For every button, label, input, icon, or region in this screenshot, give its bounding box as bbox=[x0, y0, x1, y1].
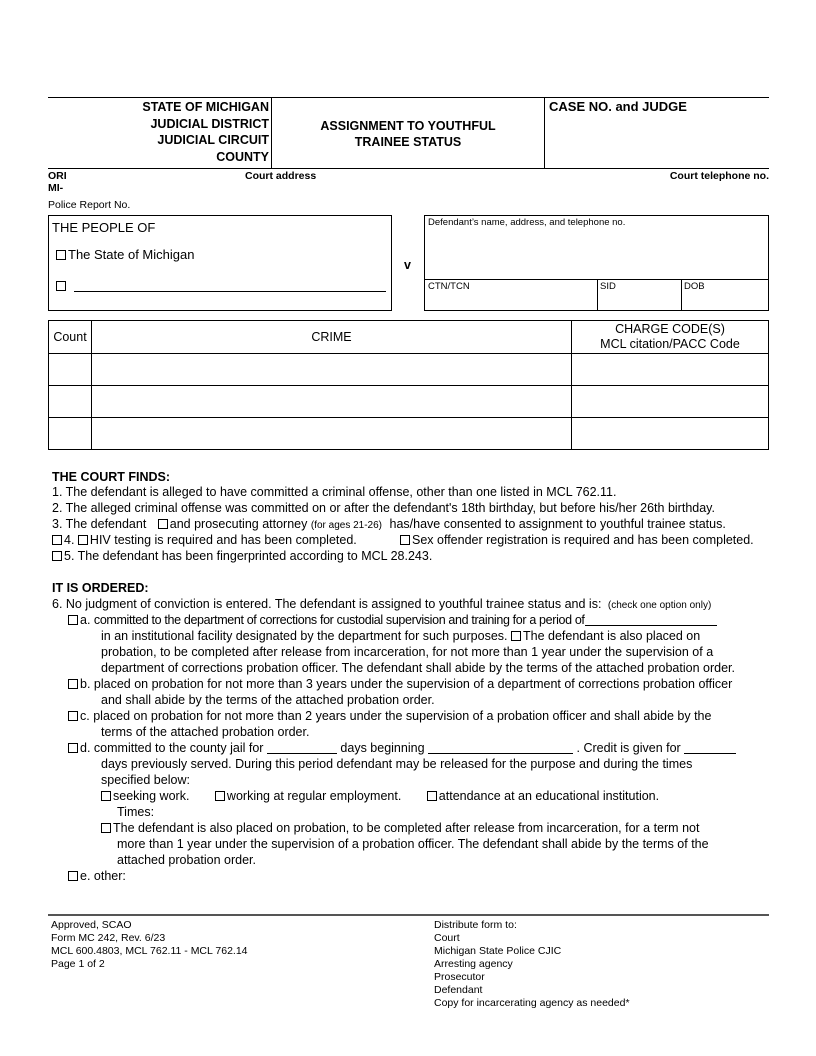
order-6-note: (check one option only) bbox=[607, 600, 712, 611]
option-d-probation-text-1: The defendant is also placed on probation, to be completed after release from incarceration, for a term not bbox=[113, 821, 700, 835]
sex-offender-label: Sex offender registration is required and has been completed. bbox=[412, 533, 754, 547]
educational-institution-checkbox[interactable] bbox=[427, 791, 437, 801]
option-d-probation-checkbox[interactable] bbox=[101, 823, 111, 833]
option-d-checkbox[interactable] bbox=[68, 743, 78, 753]
approved-scao: Approved, SCAO bbox=[51, 919, 132, 931]
option-a-probation-checkbox[interactable] bbox=[511, 631, 521, 641]
ctn-sid-divider bbox=[597, 279, 598, 310]
page-number: Page 1 of 2 bbox=[51, 958, 105, 970]
option-e-checkbox[interactable] bbox=[68, 871, 78, 881]
release-times-label: Times: bbox=[117, 805, 155, 819]
option-a-line-3: probation, to be completed after release from incarceration, for not more than 1 year under the supervision of a bbox=[101, 645, 714, 659]
option-b-line-1 bbox=[68, 676, 732, 692]
option-d-label: d. bbox=[80, 741, 91, 755]
police-report-label: Police Report No. bbox=[48, 199, 131, 211]
other-people-option[interactable] bbox=[56, 278, 386, 293]
option-e-line-1 bbox=[68, 868, 126, 884]
table-row[interactable] bbox=[49, 354, 768, 385]
charge-code-header-line-2: MCL citation/PACC Code bbox=[600, 337, 740, 351]
option-d-text-1b: days beginning bbox=[340, 741, 425, 755]
other-people-checkbox[interactable] bbox=[56, 281, 66, 291]
option-c-line-1 bbox=[68, 708, 711, 724]
sex-offender-checkbox[interactable] bbox=[400, 535, 410, 545]
distribute-heading: Distribute form to: bbox=[434, 919, 517, 931]
form-number: Form MC 242, Rev. 6/23 bbox=[51, 932, 166, 944]
court-jurisdiction-block bbox=[60, 99, 269, 165]
option-e-label: e. bbox=[80, 869, 91, 883]
defendant-info-label: Defendant’s name, address, and telephone no. bbox=[428, 217, 626, 228]
option-a-checkbox[interactable] bbox=[68, 615, 78, 625]
hiv-testing-checkbox[interactable] bbox=[78, 535, 88, 545]
ctn-label: CTN/TCN bbox=[428, 281, 470, 292]
option-d-line-3: specified below: bbox=[101, 773, 190, 787]
defendant-info-field[interactable] bbox=[428, 230, 764, 276]
distribute-arresting-agency: Arresting agency bbox=[434, 958, 513, 970]
charge-code-header bbox=[572, 322, 768, 352]
option-c-text-1: placed on probation for not more than 2 years under the supervision of a probation officer and shall abide by the bbox=[93, 709, 712, 723]
option-d-probation-line-3: attached probation order. bbox=[117, 853, 256, 867]
mi-label: MI- bbox=[48, 182, 64, 194]
option-d-probation-line-1 bbox=[101, 820, 699, 836]
distribute-defendant: Defendant bbox=[434, 984, 483, 996]
option-e-text: other: bbox=[93, 869, 126, 883]
finding-2: 2. The alleged criminal offense was committed on or after the defendant's 18th birthday, but before his/her 26th birthday. bbox=[52, 501, 715, 515]
finding-5-text: 5. The defendant has been fingerprinted according to MCL 28.243. bbox=[64, 549, 433, 563]
state-of-michigan-checkbox[interactable] bbox=[56, 250, 66, 260]
option-b-checkbox[interactable] bbox=[68, 679, 78, 689]
option-b-label: b. bbox=[80, 677, 91, 691]
option-c-line-2: terms of the attached probation order. bbox=[101, 725, 310, 739]
jail-begin-date-field[interactable] bbox=[428, 753, 573, 754]
footer-form-info bbox=[51, 919, 248, 971]
educational-institution-label: attendance at an educational institution. bbox=[438, 789, 660, 803]
distribute-msp: Michigan State Police CJIC bbox=[434, 945, 562, 957]
finding-3-text-c: has/have consented to assignment to youthful trainee status. bbox=[389, 517, 726, 531]
footer-rule bbox=[48, 914, 769, 916]
mcl-citation: MCL 600.4803, MCL 762.11 - MCL 762.14 bbox=[51, 945, 248, 957]
table-row[interactable] bbox=[49, 386, 768, 417]
finding-5 bbox=[52, 548, 432, 564]
state-of-michigan: STATE OF MICHIGAN bbox=[142, 100, 269, 114]
option-a-line-2 bbox=[101, 628, 700, 644]
finding-4-number: 4. bbox=[64, 533, 75, 547]
finding-4 bbox=[52, 532, 357, 548]
distribute-court: Court bbox=[434, 932, 460, 944]
finding-3-text-b: and prosecuting attorney bbox=[169, 517, 308, 531]
county: COUNTY bbox=[216, 149, 269, 164]
distribute-prosecutor: Prosecutor bbox=[434, 971, 485, 983]
form-title-line-2: TRAINEE STATUS bbox=[354, 135, 462, 149]
sid-dob-divider bbox=[681, 279, 682, 310]
finding-1: 1. The defendant is alleged to have committed a criminal offense, other than one listed in MCL 762.11. bbox=[52, 485, 617, 499]
finding-3-text-a: 3. The defendant bbox=[52, 517, 147, 531]
prosecutor-consent-checkbox[interactable] bbox=[158, 519, 168, 529]
case-no-label: CASE NO. and JUDGE bbox=[549, 99, 687, 114]
case-no-field[interactable] bbox=[548, 116, 766, 166]
ordered-heading: IT IS ORDERED: bbox=[52, 581, 149, 595]
court-telephone-label: Court telephone no. bbox=[669, 170, 769, 182]
state-of-michigan-option-label: The State of Michigan bbox=[68, 247, 195, 262]
sid-label: SID bbox=[600, 281, 616, 292]
count-header: Count bbox=[53, 330, 87, 344]
court-finds-heading: THE COURT FINDS: bbox=[52, 470, 171, 484]
dob-label: DOB bbox=[684, 281, 705, 292]
custodial-period-field[interactable] bbox=[585, 625, 717, 626]
seeking-work-label: seeking work. bbox=[113, 789, 190, 803]
option-a-probation-label: The defendant is also placed on bbox=[522, 629, 701, 643]
finding-3-age-note: (for ages 21-26) bbox=[310, 520, 383, 531]
regular-employment-checkbox[interactable] bbox=[215, 791, 225, 801]
option-c-label: c. bbox=[80, 709, 90, 723]
option-b-line-2: and shall abide by the terms of the attached probation order. bbox=[101, 693, 435, 707]
distribution-list bbox=[434, 919, 630, 1010]
option-d-text-1a: committed to the county jail for bbox=[93, 741, 264, 755]
regular-employment-label: working at regular employment. bbox=[226, 789, 402, 803]
option-d-probation-line-2: more than 1 year under the supervision of a probation officer. The defendant shall abide by the terms of the bbox=[117, 837, 709, 851]
order-6-text: 6. No judgment of conviction is entered. The defendant is assigned to youthful trainee status and is: bbox=[52, 597, 602, 611]
release-purpose-options bbox=[101, 788, 659, 804]
people-of-box bbox=[48, 215, 392, 311]
header-bottom-rule bbox=[48, 168, 769, 169]
seeking-work-checkbox[interactable] bbox=[101, 791, 111, 801]
option-b-text-1: placed on probation for not more than 3 years under the supervision of a department of corrections probation officer bbox=[93, 677, 733, 691]
state-of-michigan-option[interactable] bbox=[56, 247, 194, 262]
option-a-text-2: in an institutional facility designated by the department for such purposes. bbox=[101, 629, 508, 643]
judicial-circuit: JUDICIAL CIRCUIT bbox=[157, 133, 269, 147]
header-divider-2 bbox=[544, 97, 545, 168]
option-a-label: a. bbox=[80, 613, 91, 627]
option-c-checkbox[interactable] bbox=[68, 711, 78, 721]
jail-credit-field[interactable] bbox=[684, 753, 736, 754]
judicial-district: JUDICIAL DISTRICT bbox=[150, 116, 269, 131]
crime-table bbox=[48, 320, 769, 450]
defendant-box bbox=[424, 215, 769, 311]
court-address-label: Court address bbox=[245, 170, 317, 182]
other-people-line[interactable] bbox=[74, 291, 386, 292]
form-title bbox=[272, 118, 544, 150]
option-d-line-2: days previously served. During this period defendant may be released for the purpose and during the times bbox=[101, 757, 693, 771]
option-d-text-1c: . Credit is given for bbox=[576, 741, 681, 755]
versus-label: v bbox=[404, 258, 411, 272]
form-title-line-1: ASSIGNMENT TO YOUTHFUL bbox=[320, 119, 496, 133]
ori-label: ORI bbox=[48, 170, 67, 182]
distribute-incarcerating-agency: Copy for incarcerating agency as needed* bbox=[434, 997, 630, 1009]
jail-term-field[interactable] bbox=[267, 753, 337, 754]
option-a-line-4: department of corrections probation officer. The defendant shall abide by the terms of the attached probation order. bbox=[101, 661, 735, 675]
crime-header: CRIME bbox=[311, 330, 352, 344]
sex-offender-option bbox=[400, 532, 754, 548]
option-a-line-1 bbox=[68, 612, 717, 628]
table-row[interactable] bbox=[49, 418, 768, 449]
charge-code-header-line-1: CHARGE CODE(S) bbox=[615, 322, 725, 336]
option-d-line-1 bbox=[68, 740, 736, 756]
hiv-testing-label: HIV testing is required and has been completed. bbox=[89, 533, 357, 547]
option-a-text-1: committed to the department of corrections for custodial supervision and training for a period of bbox=[93, 613, 585, 627]
other-order-field[interactable] bbox=[136, 868, 766, 908]
people-of-label: THE PEOPLE OF bbox=[52, 220, 156, 235]
finding-5-checkbox[interactable] bbox=[52, 551, 62, 561]
finding-4-checkbox[interactable] bbox=[52, 535, 62, 545]
header-top-rule bbox=[48, 97, 769, 98]
